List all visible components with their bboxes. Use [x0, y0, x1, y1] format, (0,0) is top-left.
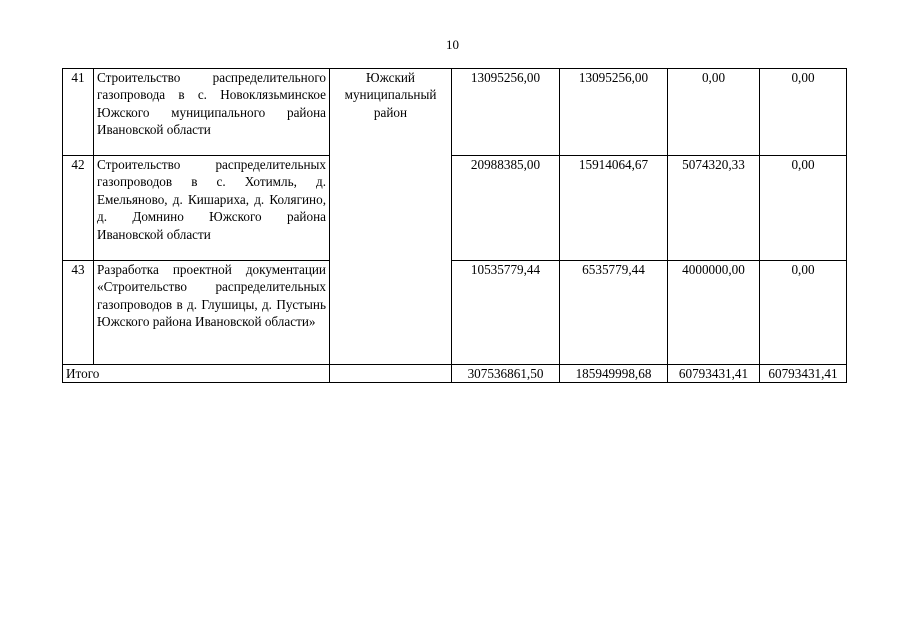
totals-amount-2: 185949998,68 [560, 365, 668, 383]
total-amount-cell: 10535779,44 [452, 261, 560, 365]
amount-cell-4: 0,00 [760, 69, 847, 156]
amount-cell-4: 0,00 [760, 156, 847, 261]
totals-municipality-cell [330, 365, 452, 383]
row-number: 42 [63, 156, 94, 261]
row-number: 41 [63, 69, 94, 156]
total-amount-cell: 13095256,00 [452, 69, 560, 156]
page-number: 10 [446, 37, 459, 52]
totals-total-amount: 307536861,50 [452, 365, 560, 383]
row-description: Строительство распределительных газопроводов в с. Хотимль, д. Емельяново, д. Кишариха, д. Колягино, д. Домнино Южского района Ивановской области [94, 156, 330, 261]
totals-row [63, 365, 847, 383]
amount-cell-2: 13095256,00 [560, 69, 668, 156]
totals-amount-3: 60793431,41 [668, 365, 760, 383]
amount-cell-3: 5074320,33 [668, 156, 760, 261]
table-row [63, 261, 847, 365]
amount-cell-3: 0,00 [668, 69, 760, 156]
row-number: 43 [63, 261, 94, 365]
table-row [63, 156, 847, 261]
table-row [63, 69, 847, 156]
total-amount-cell: 20988385,00 [452, 156, 560, 261]
budget-table [62, 68, 847, 383]
amount-cell-2: 6535779,44 [560, 261, 668, 365]
totals-amount-4: 60793431,41 [760, 365, 847, 383]
row-description: Строительство распределительного газопровода в с. Новоклязьминское Южского муниципального района Ивановской области [94, 69, 330, 156]
amount-cell-4: 0,00 [760, 261, 847, 365]
row-description: Разработка проектной документации «Строительство распределительных газопроводов в д. Глушицы, д. Пустынь Южского района Ивановской области» [94, 261, 330, 365]
amount-cell-3: 4000000,00 [668, 261, 760, 365]
amount-cell-2: 15914064,67 [560, 156, 668, 261]
totals-label: Итого [63, 365, 330, 383]
municipality-cell: Южский муниципальный район [330, 69, 452, 365]
